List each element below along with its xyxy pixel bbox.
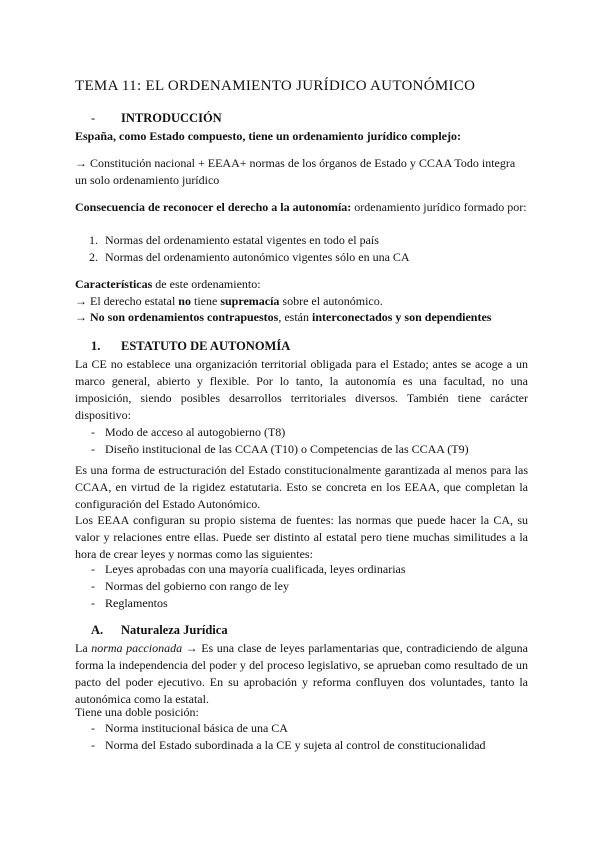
list-item: 2. Normas del ordenamiento autonómico vigentes sólo en una CA (89, 250, 410, 264)
intro-heading (75, 110, 528, 127)
list-item: - Modo de acceso al autogobierno (T8) (75, 424, 528, 441)
section1-list-2 (75, 561, 528, 612)
ordering-list (75, 232, 528, 266)
list-item: - Norma institucional básica de una CA (75, 720, 528, 737)
sectionA-list (75, 720, 528, 754)
list-item: - Normas del gobierno con rango de ley (75, 578, 528, 595)
characteristics-bold: Características (75, 277, 153, 291)
consequence-paragraph (75, 199, 528, 216)
sectionA-heading-text: Naturaleza Jurídica (121, 623, 228, 637)
intro-arrow-paragraph: → Constitución nacional + EEAA+ normas de los órganos de Estado y CCAA Todo integra un solo ordenamiento jurídico (75, 156, 516, 187)
characteristics-heading: Características de este ordenamiento: (75, 277, 261, 291)
section1-heading (75, 338, 528, 355)
characteristic-1: → El derecho estatal no tiene supremacía sobre el autonómico. (75, 294, 383, 308)
section1-paragraph-3: Los EEAA configuran su propio sistema de fuentes: las normas que puede hacer la CA, su valor y relaciones entre ellas. Puede ser distinto al estatal pero tiene muchas similitudes a la hora de crear leyes y normas como las siguientes: (75, 513, 528, 561)
section1-list-1 (75, 424, 528, 458)
sectionA-paragraph-2: Tiene una doble posición: (75, 705, 199, 719)
sectionA-heading (75, 622, 528, 639)
sectionA-marker: A. (91, 623, 104, 637)
intro-lead-text: España, como Estado compuesto, tiene un ordenamiento jurídico complejo: (75, 129, 461, 143)
intro-heading-marker: - (91, 111, 96, 125)
section1-paragraph-1: La CE no establece una organización territorial obligada para el Estado; antes se acoge a un marco general, abierto y flexible. Por lo tanto, la autonomía es una facultad, no una imposición, siendo posibles desarrollos territoriales diversos. También tiene carácter dispositivo: (75, 357, 528, 422)
list-item: - Reglamentos (75, 595, 528, 612)
list-item: 1. Normas del ordenamiento estatal vigentes en todo el país (89, 233, 379, 247)
page-title: TEMA 11: EL ORDENAMIENTO JURÍDICO AUTONÓMICO (75, 78, 476, 94)
list-item: - Leyes aprobadas con una mayoría cualificada, leyes ordinarias (75, 561, 528, 578)
characteristic-2: → No son ordenamientos contrapuestos, están interconectados y son dependientes (75, 310, 492, 324)
section1-heading-text: ESTATUTO DE AUTONOMÍA (121, 339, 291, 353)
section1-paragraph-2: Es una forma de estructuración del Estado constitucionalmente garantizada al menos para las CCAA, en virtud de la rigidez estatutaria. Esto se concreta en los EEAA, que completan la configuración del Estado Autonómico. (75, 463, 528, 511)
section1-marker: 1. (91, 339, 101, 353)
norma-paccionada-term: norma paccionada (91, 641, 183, 655)
consequence-rest: ordenamiento jurídico formado por: (351, 200, 527, 214)
intro-lead (75, 128, 528, 145)
intro-heading-text: INTRODUCCIÓN (121, 111, 222, 125)
consequence-bold: Consecuencia de reconocer el derecho a la autonomía: (75, 200, 352, 214)
list-item: - Norma del Estado subordinada a la CE y sujeta al control de constitucionalidad (75, 737, 528, 754)
list-item: - Diseño institucional de las CCAA (T10) o Competencias de las CCAA (T9) (75, 441, 528, 458)
sectionA-paragraph-1: La norma paccionada → Es una clase de leyes parlamentarias que, contradiciendo de alguna forma la independencia del poder y del proceso legislativo, se aprueban como resultado de un pacto del poder ejecutivo. En su aprobación y reforma confluyen dos voluntades, tanto la autonómica como la estatal. (75, 641, 528, 706)
